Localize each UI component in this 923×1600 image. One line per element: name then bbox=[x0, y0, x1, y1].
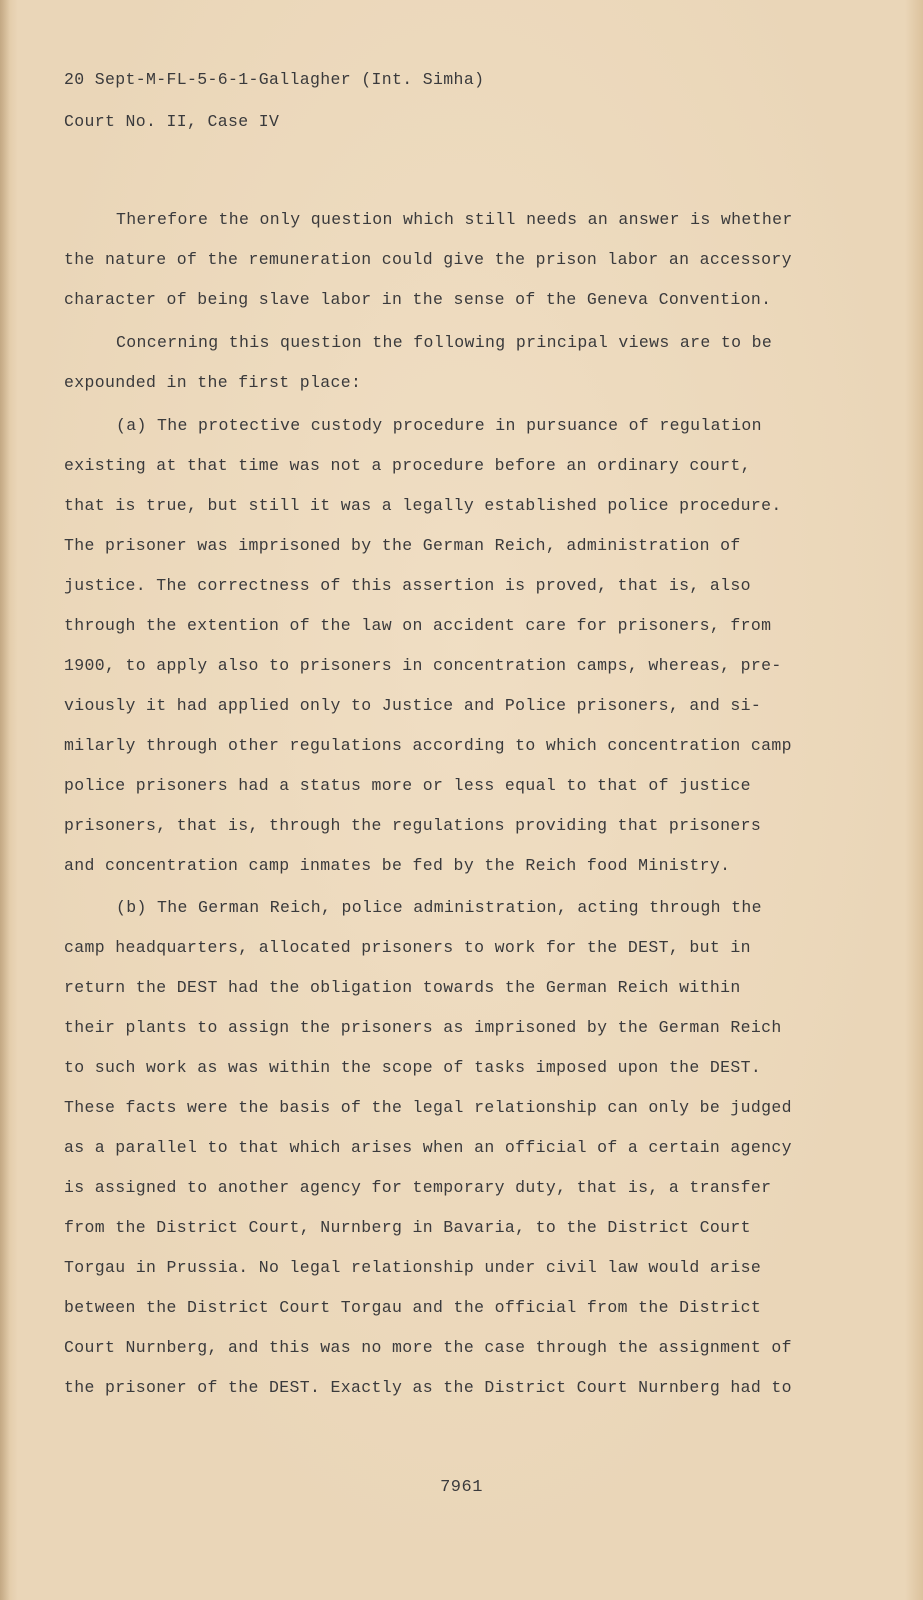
body-line: justice. The correctness of this assertion is proved, that is, also bbox=[64, 576, 751, 595]
body-line: (a) The protective custody procedure in pursuance of regulation bbox=[116, 416, 762, 435]
body-line: Court Nurnberg, and this was no more the case through the assignment of bbox=[64, 1338, 792, 1357]
body-line: from the District Court, Nurnberg in Bavaria, to the District Court bbox=[64, 1218, 751, 1237]
body-line: and concentration camp inmates be fed by the Reich food Ministry. bbox=[64, 856, 731, 875]
body-line: 1900, to apply also to prisoners in concentration camps, whereas, pre- bbox=[64, 656, 782, 675]
body-line: their plants to assign the prisoners as imprisoned by the German Reich bbox=[64, 1018, 782, 1037]
page-number: 7961 bbox=[440, 1478, 483, 1497]
page-edge-shadow bbox=[0, 0, 10, 1600]
body-line: the prisoner of the DEST. Exactly as the District Court Nurnberg had to bbox=[64, 1378, 792, 1397]
body-line: between the District Court Torgau and the official from the District bbox=[64, 1298, 762, 1317]
body-line: character of being slave labor in the sense of the Geneva Convention. bbox=[64, 290, 772, 309]
body-line: These facts were the basis of the legal relationship can only be judged bbox=[64, 1098, 792, 1117]
body-line: existing at that time was not a procedure before an ordinary court, bbox=[64, 456, 751, 475]
body-line: is assigned to another agency for temporary duty, that is, a transfer bbox=[64, 1178, 772, 1197]
body-line: to such work as was within the scope of tasks imposed upon the DEST. bbox=[64, 1058, 762, 1077]
body-line: as a parallel to that which arises when an official of a certain agency bbox=[64, 1138, 792, 1157]
body-line: Torgau in Prussia. No legal relationship under civil law would arise bbox=[64, 1258, 762, 1277]
body-line: Concerning this question the following principal views are to be bbox=[116, 333, 773, 352]
body-line: expounded in the first place: bbox=[64, 373, 362, 392]
body-line: through the extention of the law on accident care for prisoners, from bbox=[64, 616, 772, 635]
body-line: (b) The German Reich, police administration, acting through the bbox=[116, 898, 762, 917]
body-line: the nature of the remuneration could give the prison labor an accessory bbox=[64, 250, 792, 269]
body-line: return the DEST had the obligation towards the German Reich within bbox=[64, 978, 741, 997]
body-line: prisoners, that is, through the regulations providing that prisoners bbox=[64, 816, 762, 835]
body-line: milarly through other regulations according to which concentration camp bbox=[64, 736, 792, 755]
body-line: viously it had applied only to Justice and Police prisoners, and si- bbox=[64, 696, 762, 715]
court-line: Court No. II, Case IV bbox=[64, 112, 280, 131]
body-line: The prisoner was imprisoned by the German Reich, administration of bbox=[64, 536, 741, 555]
body-line: that is true, but still it was a legally established police procedure. bbox=[64, 496, 782, 515]
body-line: Therefore the only question which still needs an answer is whether bbox=[116, 210, 793, 229]
body-line: camp headquarters, allocated prisoners to work for the DEST, but in bbox=[64, 938, 751, 957]
body-line: police prisoners had a status more or less equal to that of justice bbox=[64, 776, 751, 795]
reference-line: 20 Sept-M-FL-5-6-1-Gallagher (Int. Simha) bbox=[64, 70, 485, 89]
